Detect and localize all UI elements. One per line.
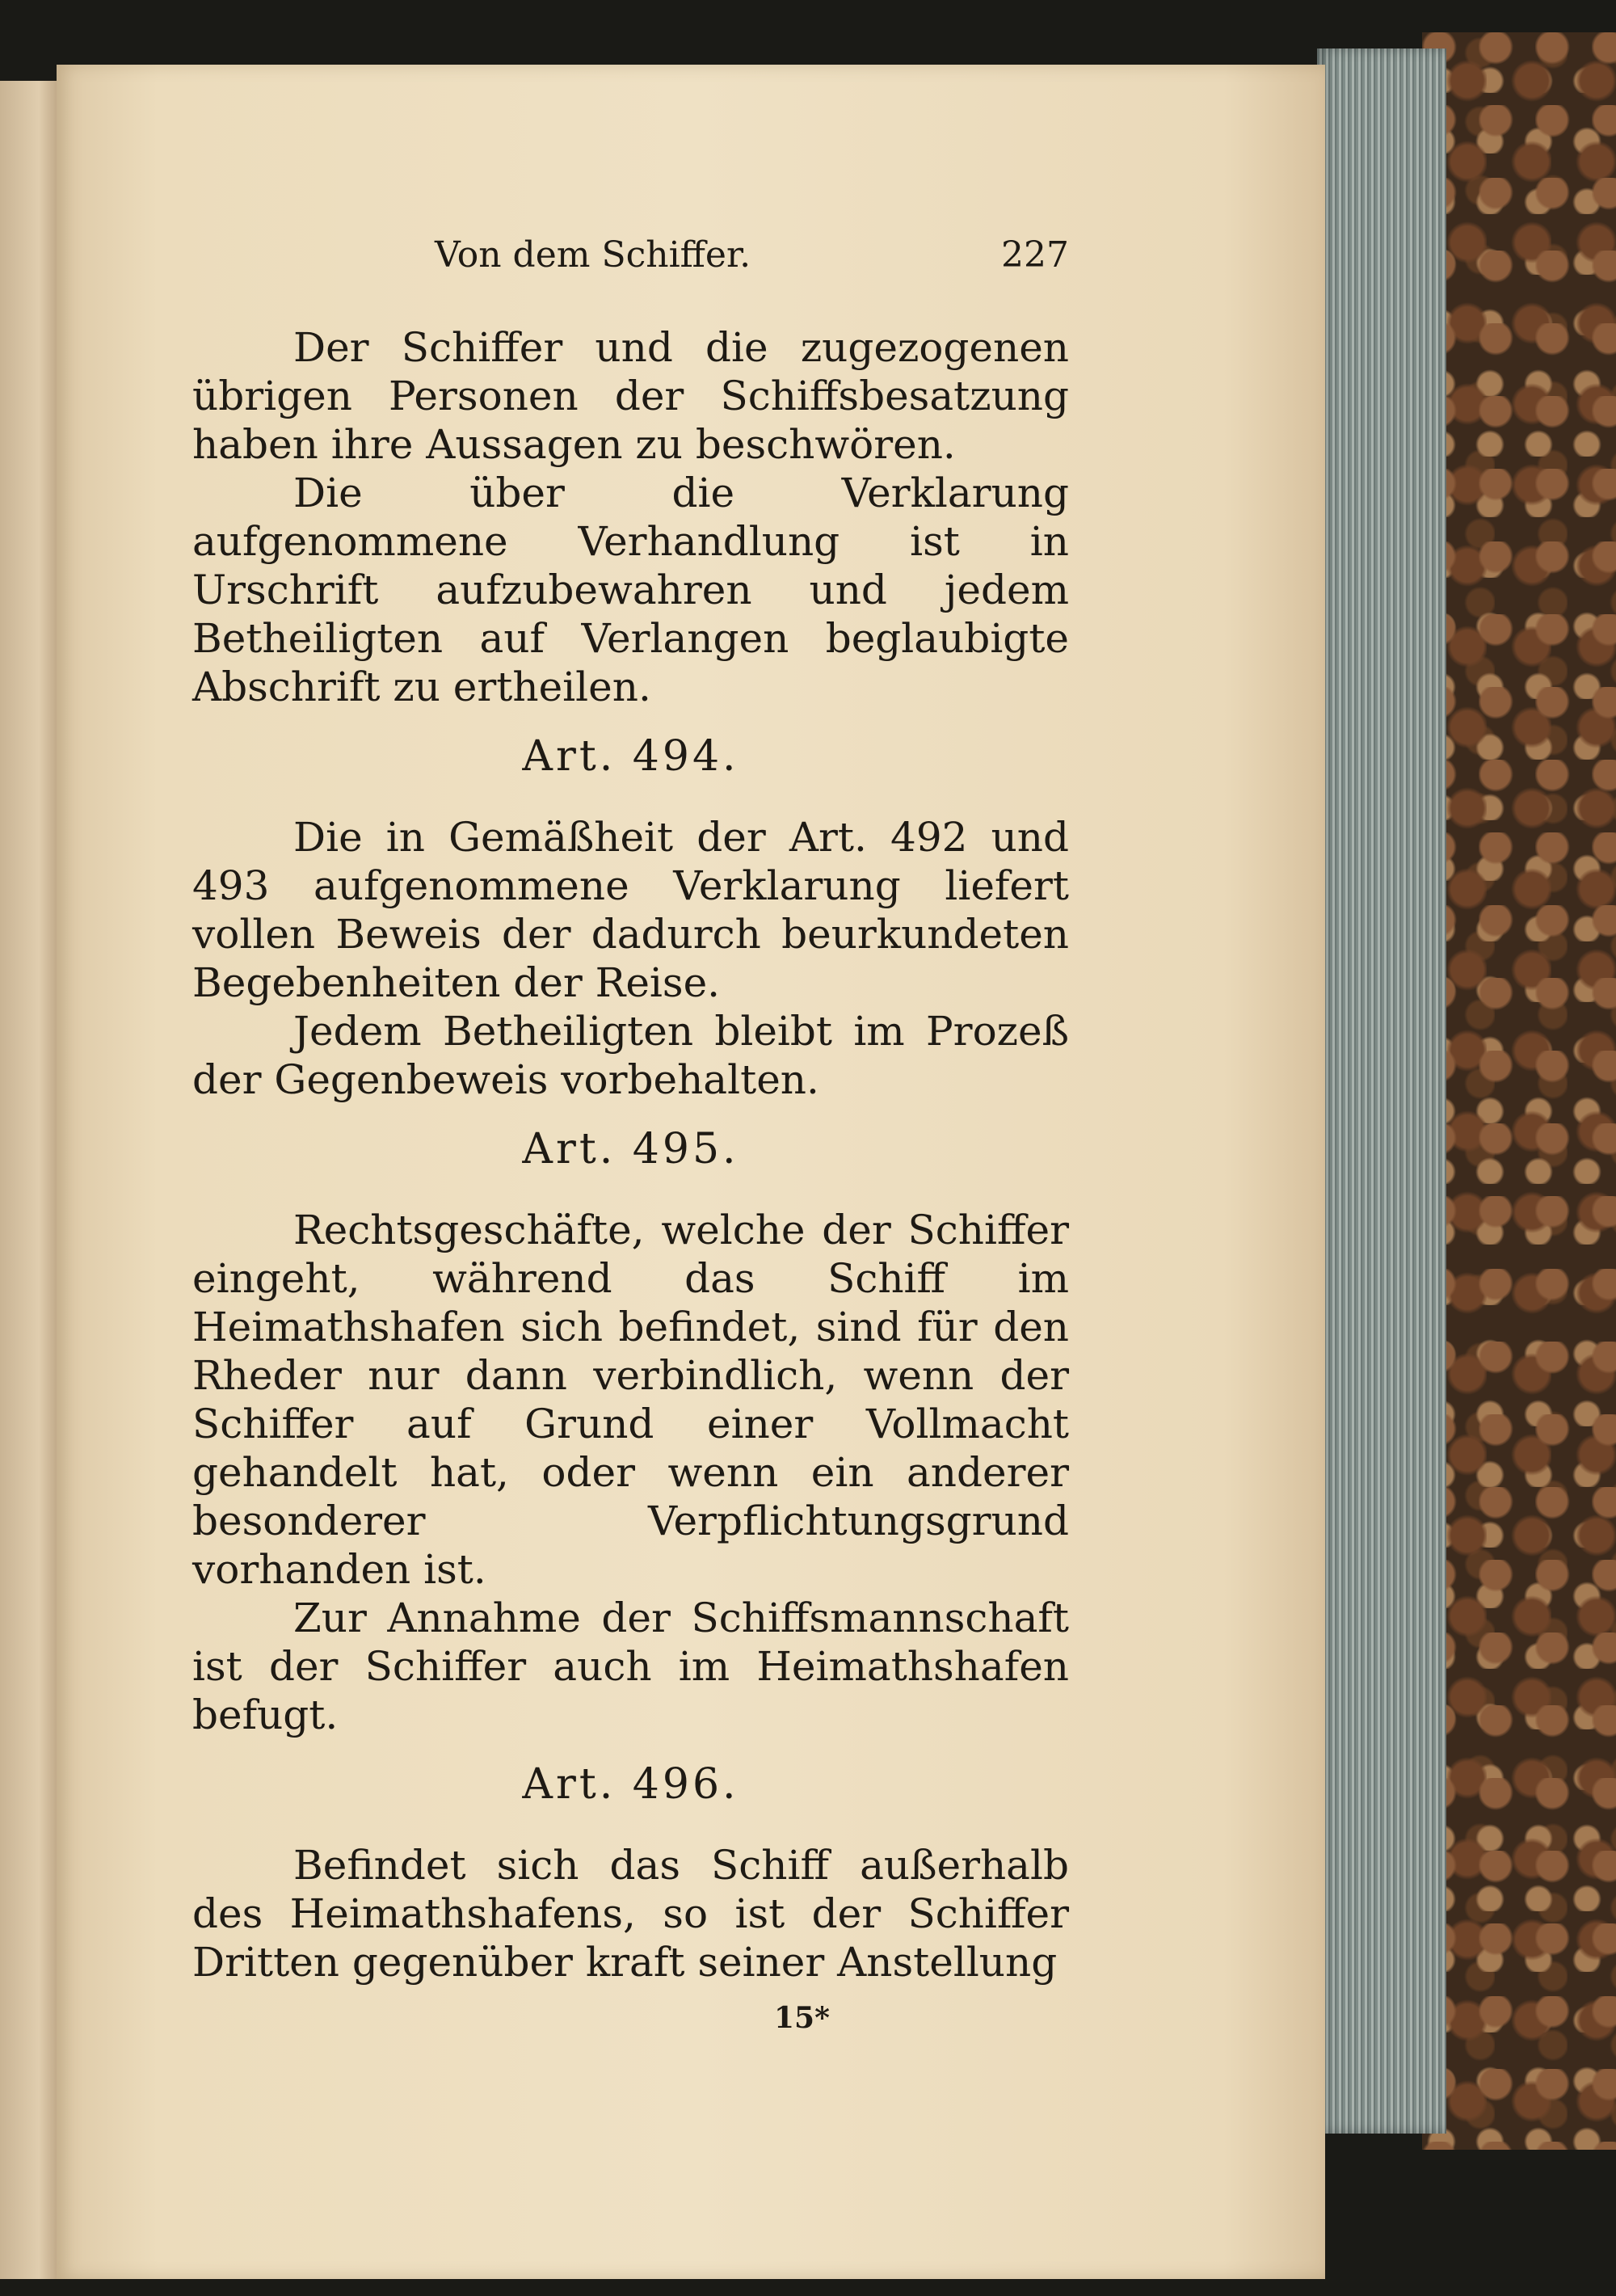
page-block-edges <box>1317 48 1446 2134</box>
page-number: 227 <box>1001 234 1069 276</box>
running-head <box>192 226 1069 283</box>
signature-mark: 15* <box>774 2001 830 2035</box>
article-heading: Art. 496. <box>522 1760 739 1809</box>
paragraph: Rechtsgeschäfte, welche der Schiffer eingeht, während das Schiff im Heimathshafen sich befindet, sind für den Rheder nur dann verbindlich, wenn der Schiffer auf Grund einer Vollmacht gehandelt hat, oder wenn ein anderer besonderer Verpflichtungsgrund vorhanden ist. <box>192 1207 1069 1593</box>
paragraph: Zur Annahme der Schiffsmannschaft ist der Schiffer auch im Heimathshafen befugt. <box>192 1595 1069 1738</box>
book-page <box>57 65 1325 2279</box>
paragraph: Die in Gemäßheit der Art. 492 und 493 aufgenommene Verklarung liefert vollen Beweis der dadurch beurkundeten Begebenheiten der Reise. <box>192 814 1069 1006</box>
paragraph: Die über die Verklarung aufgenommene Verhandlung ist in Urschrift aufzubewahren und jedem Betheiligten auf Verlangen beglaubigte Abschrift zu ertheilen. <box>192 470 1069 710</box>
article-heading: Art. 494. <box>522 732 739 781</box>
marbled-cover <box>1422 32 1616 2150</box>
paragraph: Jedem Betheiligten bleibt im Prozeß der Gegenbeweis vorbehalten. <box>192 1008 1069 1103</box>
paragraph: Der Schiffer und die zugezogenen übrigen Personen der Schiffsbesatzung haben ihre Aussagen zu beschwören. <box>192 324 1069 468</box>
article-heading: Art. 495. <box>522 1125 739 1173</box>
paragraph: Befindet sich das Schiff außerhalb des Heimathshafens, so ist der Schiffer Dritten gegenüber kraft seiner Anstellung <box>192 1842 1069 1986</box>
facing-page-edge <box>0 81 65 2279</box>
running-head-title: Von dem Schiffer. <box>435 234 751 276</box>
text-block <box>192 226 1069 2035</box>
